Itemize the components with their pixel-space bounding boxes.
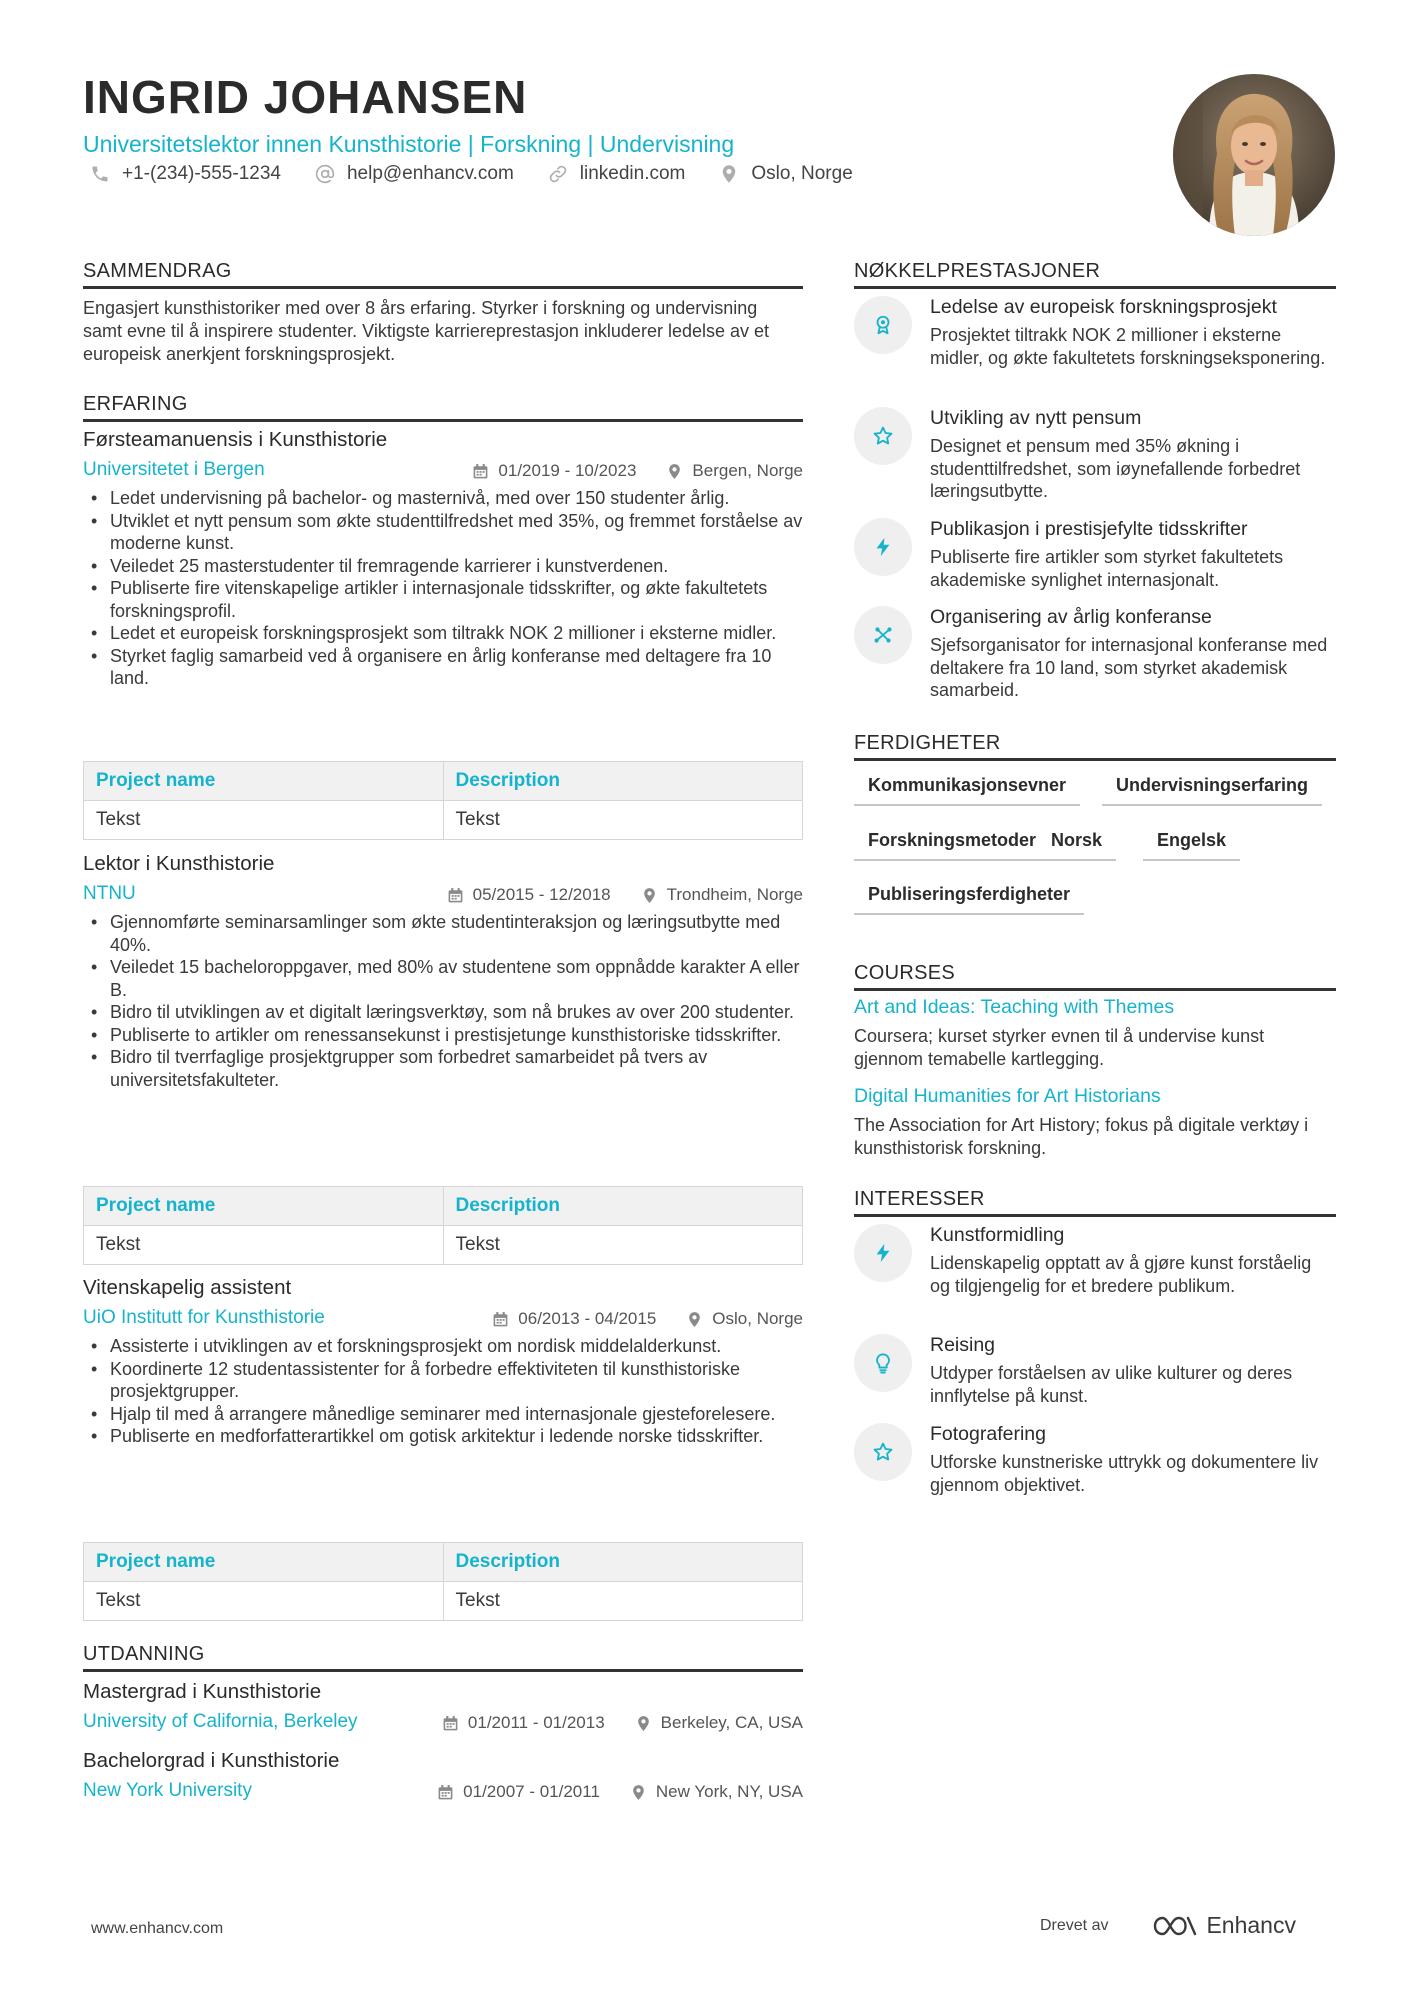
education-location: New York, NY, USA	[655, 1782, 803, 1801]
education-location: Berkeley, CA, USA	[660, 1713, 803, 1732]
table-cell: Tekst	[84, 801, 444, 840]
job-title: Vitenskapelig assistent	[83, 1276, 292, 1299]
enhancv-logo-icon	[1152, 1913, 1198, 1939]
interest-title: Reising	[930, 1334, 996, 1356]
job-bullets	[83, 911, 803, 1091]
calendar-icon	[472, 463, 489, 480]
education-school[interactable]: New York University	[83, 1780, 252, 1801]
location-text: Oslo, Norge	[751, 163, 853, 184]
achievement-title: Utvikling av nytt pensum	[930, 407, 1142, 429]
course-title[interactable]: Digital Humanities for Art Historians	[854, 1085, 1161, 1107]
calendar-icon	[442, 1715, 459, 1732]
list-item: • Hjalp til med å arrangere månedlige seminarer med internasjonale gjesteforelesere.	[110, 1403, 803, 1426]
location-pin-icon	[666, 463, 683, 480]
list-item: • Bidro til utviklingen av et digitalt læringsverktøy, som nå brukes av over 200 studenter.	[110, 1001, 803, 1024]
project-table	[83, 1186, 803, 1265]
list-item: • Veiledet 25 masterstudenter til fremragende karrierer i kunstverdenen.	[110, 555, 803, 578]
avatar-portrait-icon	[1173, 74, 1335, 236]
interest-description: Utdyper forståelsen av ulike kulturer og deres innflytelse på kunst.	[930, 1363, 1293, 1406]
interest-icon-badge	[854, 1334, 912, 1392]
job-organization[interactable]: UiO Institutt for Kunsthistorie	[83, 1307, 325, 1328]
candidate-name: INGRID JOHANSEN	[83, 71, 528, 123]
list-item: • Ledet undervisning på bachelor- og masternivå, med over 150 studenter årlig.	[110, 487, 803, 510]
location-pin-icon	[686, 1311, 703, 1328]
education-school[interactable]: University of California, Berkeley	[83, 1711, 358, 1732]
section-heading-courses: COURSES	[854, 962, 1336, 991]
achievement-description: Publiserte fire artikler som styrket fakultetets akademiske synlighet internasjonalt.	[930, 547, 1284, 590]
calendar-icon	[437, 1784, 454, 1801]
section-heading-education: UTDANNING	[83, 1643, 803, 1672]
job-title: Førsteamanuensis i Kunsthistorie	[83, 428, 388, 451]
job-location: Trondheim, Norge	[666, 885, 803, 904]
job-bullets	[83, 1335, 803, 1448]
skill-tag: Norsk	[1037, 830, 1116, 861]
table-header-project-name: Project name	[84, 1543, 444, 1582]
table-cell: Tekst	[84, 1226, 444, 1265]
skill-tag: Forskningsmetoder	[854, 830, 1050, 861]
linkedin-text: linkedin.com	[579, 163, 686, 184]
job-meta	[472, 461, 803, 481]
section-heading-skills: FERDIGHETER	[854, 732, 1336, 761]
interest-description: Lidenskapelig opptatt av å gjøre kunst forståelig og tilgjengelig for et bredere publikum.	[930, 1253, 1312, 1296]
lightning-icon	[872, 1242, 894, 1264]
job-dates: 01/2019 - 10/2023	[498, 461, 637, 480]
at-icon	[315, 164, 335, 184]
network-icon	[872, 624, 894, 646]
job-meta	[447, 885, 803, 905]
achievement-icon-badge	[854, 407, 912, 465]
achievement-icon-badge	[854, 606, 912, 664]
list-item: • Gjennomførte seminarsamlinger som økte studentinteraksjon og læringsutbytte med 40%.	[110, 911, 803, 956]
table-header-row	[84, 762, 803, 801]
location-pin-icon	[719, 164, 739, 184]
table-header-project-name: Project name	[84, 762, 444, 801]
table-header-project-name: Project name	[84, 1187, 444, 1226]
education-dates: 01/2011 - 01/2013	[467, 1713, 605, 1732]
lightning-icon	[872, 536, 894, 558]
table-cell: Tekst	[443, 801, 803, 840]
contact-email[interactable]	[315, 163, 514, 185]
education-degree: Bachelorgrad i Kunsthistorie	[83, 1749, 340, 1772]
project-table	[83, 761, 803, 840]
list-item: • Publiserte to artikler om renessansekunst i prestisjetunge kunsthistoriske tidsskrifter.	[110, 1024, 803, 1047]
interest-icon-badge	[854, 1224, 912, 1282]
calendar-icon	[492, 1311, 509, 1328]
course-title[interactable]: Art and Ideas: Teaching with Themes	[854, 996, 1175, 1018]
table-cell: Tekst	[443, 1582, 803, 1621]
location-pin-icon	[630, 1784, 647, 1801]
profile-photo	[1173, 74, 1335, 236]
list-item: • Utviklet et nytt pensum som økte studenttilfredshet med 35%, og fremmet forståelse av moderne kunst.	[110, 510, 803, 555]
award-icon	[872, 314, 894, 336]
interest-icon-badge	[854, 1423, 912, 1481]
table-header-row	[84, 1543, 803, 1582]
brand-name: Enhancv	[1206, 1912, 1296, 1938]
achievement-description: Sjefsorganisator for internasjonal konferanse med deltakere fra 10 land, som styrket akademisk samarbeid.	[930, 635, 1328, 700]
achievement-description: Designet et pensum med 35% økning i studenttilfredshet, som iøynefallende forbedret læringsutbytte.	[930, 436, 1301, 501]
job-organization[interactable]: NTNU	[83, 883, 136, 904]
table-header-description: Description	[443, 1543, 803, 1582]
list-item: • Styrket faglig samarbeid ved å organisere en årlig konferanse med deltagere fra 10 land.	[110, 645, 803, 690]
phone-text: +1-(234)-555-1234	[122, 163, 281, 184]
table-cell: Tekst	[84, 1582, 444, 1621]
course-description: The Association for Art History; fokus på digitale verktøy i kunsthistorisk forskning.	[854, 1115, 1309, 1158]
education-dates: 01/2007 - 01/2011	[463, 1782, 600, 1801]
link-icon	[548, 164, 568, 184]
summary-text: Engasjert kunsthistoriker med over 8 års erfaring. Styrker i forskning og undervisning samt evne til å inspirere studenter. Viktigste karriereprestasjon inkluderer ledelse av et europeisk anerkjent forskningsprosjekt.	[83, 298, 770, 364]
brand-logo[interactable]	[1152, 1912, 1296, 1939]
table-header-description: Description	[443, 762, 803, 801]
list-item: • Koordinerte 12 studentassistenter for å forbedre effektiviteten til kunsthistoriske prosjektgrupper.	[110, 1358, 803, 1403]
email-text: help@enhancv.com	[346, 163, 514, 184]
skill-tag: Kommunikasjonsevner	[854, 775, 1080, 806]
job-location: Oslo, Norge	[712, 1309, 803, 1328]
section-heading-achievements: NØKKELPRESTASJONER	[854, 260, 1336, 289]
phone-icon	[90, 164, 110, 184]
job-dates: 05/2015 - 12/2018	[472, 885, 611, 904]
calendar-icon	[447, 887, 464, 904]
course-description: Coursera; kurset styrker evnen til å undervise kunst gjennom temabelle kartlegging.	[854, 1026, 1265, 1069]
education-degree: Mastergrad i Kunsthistorie	[83, 1680, 322, 1703]
table-row	[84, 1582, 803, 1621]
contact-phone[interactable]	[90, 163, 281, 185]
achievement-title: Organisering av årlig konferanse	[930, 606, 1212, 628]
achievement-icon-badge	[854, 296, 912, 354]
achievement-title: Ledelse av europeisk forskningsprosjekt	[930, 296, 1277, 318]
job-organization[interactable]: Universitetet i Bergen	[83, 459, 265, 480]
location-pin-icon	[635, 1715, 652, 1732]
location-pin-icon	[641, 887, 658, 904]
table-row	[84, 1226, 803, 1265]
list-item: • Veiledet 15 bacheloroppgaver, med 80% av studentene som oppnådde karakter A eller B.	[110, 956, 803, 1001]
job-title: Lektor i Kunsthistorie	[83, 852, 275, 875]
achievement-title: Publikasjon i prestisjefylte tidsskrifter	[930, 518, 1248, 540]
education-meta	[442, 1713, 803, 1733]
section-heading-experience: ERFARING	[83, 393, 803, 422]
job-location: Bergen, Norge	[692, 461, 803, 480]
achievement-icon-badge	[854, 518, 912, 576]
star-icon	[872, 425, 894, 447]
list-item: • Bidro til tverrfaglige prosjektgrupper som forbedret samarbeidet på tvers av universitetsfakulteter.	[110, 1046, 803, 1091]
project-table	[83, 1542, 803, 1621]
contact-linkedin[interactable]	[548, 163, 686, 185]
table-cell: Tekst	[443, 1226, 803, 1265]
footer-branding	[1040, 1912, 1296, 1939]
contact-location	[719, 163, 852, 185]
table-header-description: Description	[443, 1187, 803, 1226]
section-heading-summary: SAMMENDRAG	[83, 260, 803, 289]
interest-title: Kunstformidling	[930, 1224, 1065, 1246]
section-heading-interests: INTERESSER	[854, 1188, 1336, 1217]
skill-tag: Publiseringsferdigheter	[854, 884, 1084, 915]
powered-by-label: Drevet av	[1040, 1916, 1109, 1934]
skill-tag: Undervisningserfaring	[1102, 775, 1322, 806]
job-dates: 06/2013 - 04/2015	[518, 1309, 657, 1328]
job-bullets	[83, 487, 803, 690]
star-icon	[872, 1441, 894, 1463]
candidate-role: Universitetslektor innen Kunsthistorie | Forskning | Undervisning	[83, 131, 735, 157]
table-header-row	[84, 1187, 803, 1226]
education-meta	[437, 1782, 803, 1802]
lightbulb-icon	[872, 1352, 894, 1374]
contact-bar	[90, 163, 887, 185]
list-item: • Assisterte i utviklingen av et forskningsprosjekt om nordisk middelalderkunst.	[110, 1335, 803, 1358]
table-row	[84, 801, 803, 840]
list-item: • Ledet et europeisk forskningsprosjekt som tiltrakk NOK 2 millioner i eksterne midler.	[110, 622, 803, 645]
list-item: • Publiserte en medforfatterartikkel om gotisk arkitektur i ledende norske tidsskrifter.	[110, 1425, 803, 1448]
job-meta	[492, 1309, 803, 1329]
interest-description: Utforske kunstneriske uttrykk og dokumentere liv gjennom objektivet.	[930, 1452, 1319, 1495]
footer-website-link[interactable]: www.enhancv.com	[91, 1920, 224, 1937]
achievement-description: Prosjektet tiltrakk NOK 2 millioner i eksterne midler, og økte fakultetets forskningseksponering.	[930, 325, 1326, 368]
skill-tag: Engelsk	[1143, 830, 1240, 861]
interest-title: Fotografering	[930, 1423, 1046, 1445]
list-item: • Publiserte fire vitenskapelige artikler i internasjonale tidsskrifter, og økte fakultetets forskningsprofil.	[110, 577, 803, 622]
